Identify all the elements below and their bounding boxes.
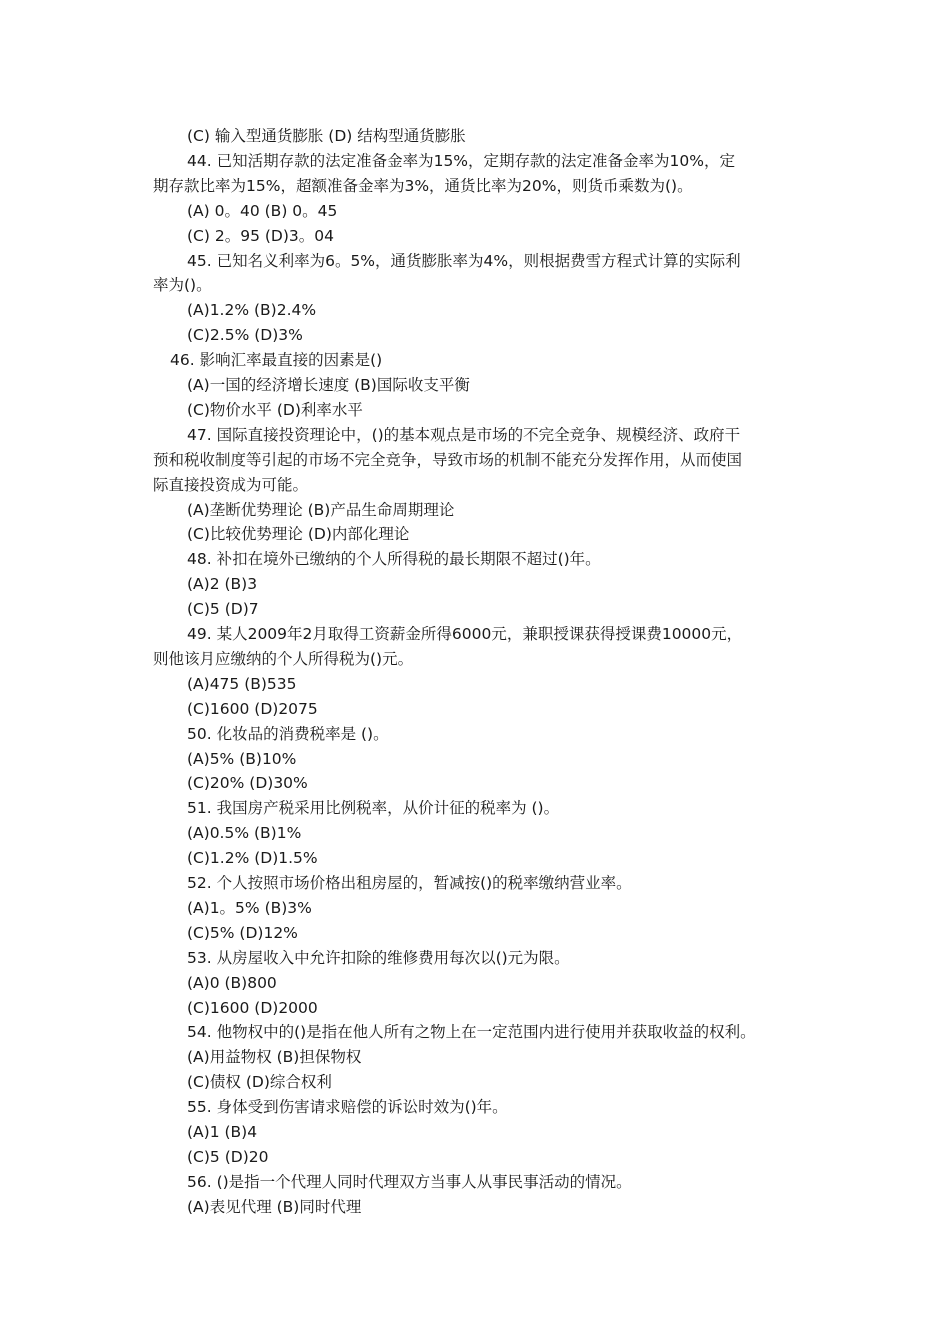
text-line: 44. 已知活期存款的法定准备金率为15%，定期存款的法定准备金率为10%，定: [187, 151, 735, 170]
text-line: (A)1。5% (B)3%: [187, 898, 312, 917]
text-line: 50. 化妆品的消费税率是 ()。: [187, 724, 389, 743]
text-line: (A)0.5% (B)1%: [187, 824, 302, 843]
text-line: 际直接投资成为可能。: [153, 475, 309, 494]
text-line: (C)5 (D)7: [187, 600, 259, 619]
text-line: (C)债权 (D)综合权利: [187, 1073, 332, 1092]
text-line: (A)用益物权 (B)担保物权: [187, 1048, 362, 1067]
text-line: (A)1.2% (B)2.4%: [187, 301, 317, 320]
text-line: (A) 0。40 (B) 0。45: [187, 201, 338, 220]
text-line: (A)475 (B)535: [187, 674, 297, 693]
text-line: 52. 个人按照市场价格出租房屋的，暂减按()的税率缴纳营业率。: [187, 874, 632, 892]
text-line: (C) 输入型通货膨胀 (D) 结构型通货膨胀: [187, 127, 466, 145]
text-line: (A)5% (B)10%: [187, 749, 297, 768]
text-line: 56. ()是指一个代理人同时代理双方当事人从事民事活动的情况。: [187, 1172, 632, 1191]
text-line: (A)1 (B)4: [187, 1123, 258, 1141]
text-line: 则他该月应缴纳的个人所得税为()元。: [153, 649, 414, 668]
text-line: 率为()。: [153, 276, 212, 295]
text-line: (C)5 (D)20: [187, 1147, 269, 1166]
text-line: (C)2.5% (D)3%: [187, 326, 303, 345]
text-line: 53. 从房屋收入中允许扣除的维修费用每次以()元为限。: [187, 948, 570, 967]
text-line: 48. 补扣在境外已缴纳的个人所得税的最长期限不超过()年。: [187, 550, 601, 569]
text-line: (C)1600 (D)2000: [187, 998, 318, 1017]
text-line: (C)比较优势理论 (D)内部化理论: [187, 525, 410, 544]
text-line: 54. 他物权中的()是指在他人所有之物上在一定范围内进行使用并获取收益的权利。: [187, 1023, 756, 1042]
text-line: (A)2 (B)3: [187, 575, 258, 594]
text-line: (A)0 (B)800: [187, 973, 277, 992]
text-line: (A)垄断优势理论 (B)产品生命周期理论: [187, 500, 455, 519]
text-line: (C)物价水平 (D)利率水平: [187, 400, 363, 419]
text-line: (C)1.2% (D)1.5%: [187, 849, 318, 868]
text-line: 47. 国际直接投资理论中，()的基本观点是市场的不完全竞争、规模经济、政府干: [187, 425, 741, 444]
text-line: (C) 2。95 (D)3。04: [187, 226, 334, 245]
text-line: (A)表见代理 (B)同时代理: [187, 1197, 362, 1216]
text-line: 45. 已知名义利率为6。5%，通货膨胀率为4%，则根据费雪方程式计算的实际利: [187, 251, 741, 270]
text-line: 51. 我国房产税采用比例税率，从价计征的税率为 ()。: [187, 799, 560, 818]
text-line: 期存款比率为15%，超额准备金率为3%，通货比率为20%，则货币乘数为()。: [153, 176, 693, 195]
text-line: 46. 影响汇率最直接的因素是(): [170, 351, 383, 370]
text-line: (C)20% (D)30%: [187, 774, 308, 793]
text-line: 55. 身体受到伤害请求赔偿的诉讼时效为()年。: [187, 1098, 508, 1117]
text-line: 预和税收制度等引起的市场不完全竞争，导致市场的机制不能充分发挥作用，从而使国: [153, 450, 743, 469]
text-line: (C)5% (D)12%: [187, 923, 298, 942]
text-line: (A)一国的经济增长速度 (B)国际收支平衡: [187, 376, 470, 394]
text-line: (C)1600 (D)2075: [187, 699, 318, 718]
text-line: 49. 某人2009年2月取得工资薪金所得6000元，兼职授课获得授课费10000元，: [187, 625, 743, 643]
